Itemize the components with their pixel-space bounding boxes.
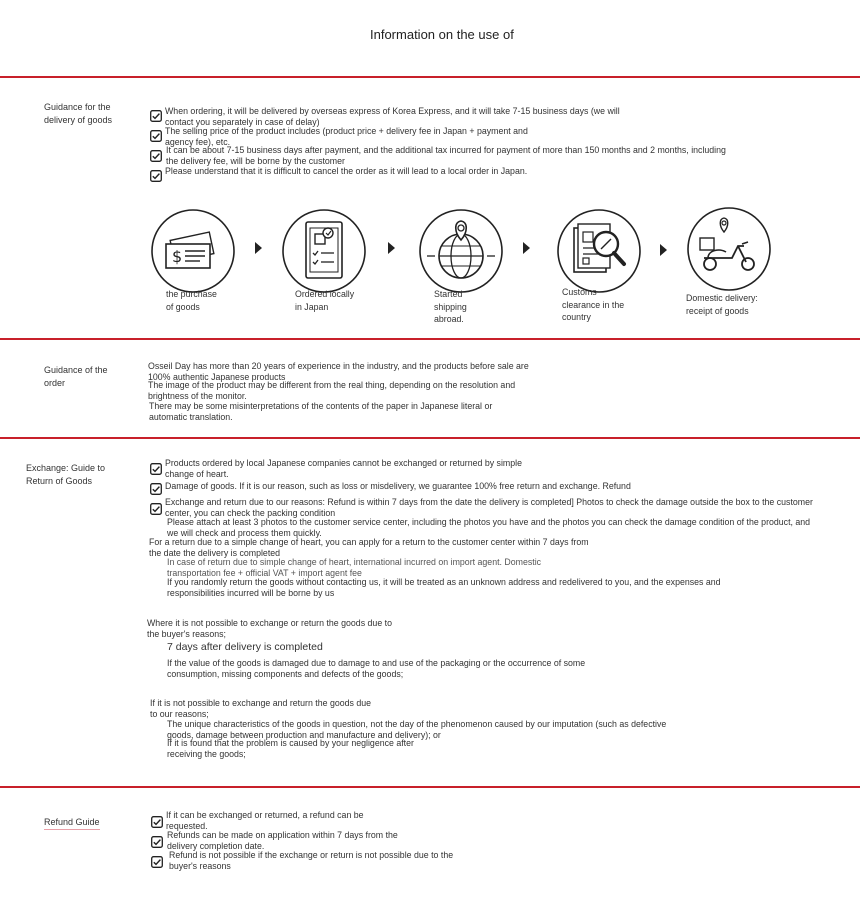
checkbox-icon: [150, 110, 162, 122]
customs-search-icon: [556, 208, 642, 294]
order-document-icon: [281, 208, 367, 294]
checkbox-icon: [150, 150, 162, 162]
exchange-item: Exchange and return due to our reasons: Refund is within 7 days from the date the delivery is completed] Photos to check the damage outside the box to the customer center, you can check the packing condition: [165, 497, 813, 518]
globe-shipping-icon: [418, 208, 504, 294]
scooter-delivery-icon: [686, 206, 772, 292]
svg-text:$: $: [172, 247, 183, 266]
step-caption: Ordered locally in Japan: [295, 289, 355, 312]
checkbox-icon: [151, 816, 163, 828]
buyer-reason-item: If the value of the goods is damaged due to damage to and use of the packaging or the occurrence of some consumption, missing components and defects of the goods;: [167, 658, 586, 679]
step-caption: Domestic delivery: receipt of goods: [686, 293, 758, 316]
refund-item: Refunds can be made on application within 7 days from the delivery completion date.: [167, 830, 398, 851]
money-icon: [150, 208, 236, 294]
our-reason-item: If it is found that the problem is caused by your negligence after receiving the goods;: [167, 738, 414, 759]
exchange-section-label: Exchange: Guide to Return of Goods: [26, 463, 106, 486]
photo-note: Please attach at least 3 photos to the customer service center, including the photos you have and the photos you can check the damage condition of the product, and we will check and process them quickly.: [167, 517, 811, 538]
our-reason-item: The unique characteristics of the goods in question, not the day of the phenomenon caused by our imputation (such as defective goods, damage between production and manufacture and delivery); or: [167, 719, 667, 740]
checkbox-icon: [151, 856, 163, 868]
refund-section-label: Refund Guide: [44, 816, 100, 830]
order-item: Osseil Day has more than 20 years of experience in the industry, and the products before sale are 100% authentic Japanese products: [148, 361, 529, 382]
page-title: Information on the use of: [370, 27, 514, 42]
checkbox-icon: [150, 503, 162, 515]
order-item: The image of the product may be different from the real thing, depending on the resolution and brightness of the monitor.: [148, 380, 516, 401]
step-caption: Started shipping abroad.: [434, 289, 467, 324]
delivery-item: When ordering, it will be delivered by overseas express of Korea Express, and it will take 7-15 business days (we will contact you separately in case of delay): [165, 106, 620, 127]
step-caption: the purchase of goods: [166, 289, 217, 312]
buyer-reasons-heading: Where it is not possible to exchange or return the goods due to the buyer's reasons;: [147, 618, 392, 639]
refund-item: If it can be exchanged or returned, a refund can be requested.: [166, 810, 364, 831]
checkbox-icon: [150, 130, 162, 142]
our-reasons-heading: If it is not possible to exchange and return the goods due to our reasons;: [150, 698, 372, 719]
step-caption: Customs clearance in the country: [562, 287, 625, 322]
delivery-item: Please understand that it is difficult to cancel the order as it will lead to a local order in Japan.: [165, 166, 528, 176]
exchange-item: Products ordered by local Japanese companies cannot be exchanged or returned by simple change of heart.: [165, 458, 522, 479]
simple-change-fee: In case of return due to simple change of heart, international incurred on import agent. Domestic transportation fee + official VAT + import agent fee: [167, 557, 542, 578]
unknown-address-note: If you randomly return the goods without contacting us, it will be treated as an unknown address and redelivered to you, and the expenses and responsibilities incurred will be borne by us: [167, 577, 721, 598]
checkbox-icon: [151, 836, 163, 848]
delivery-item: The selling price of the product includes (product price + delivery fee in Japan + payment and agency fee), etc.: [165, 126, 528, 147]
delivery-section-label: Guidance for the delivery of goods: [44, 102, 113, 125]
order-section-label: Guidance of the order: [44, 365, 108, 388]
checkbox-icon: [150, 170, 162, 182]
exchange-item: Damage of goods. If it is our reason, such as loss or misdelivery, we guarantee 100% free return and exchange. Refund: [165, 481, 631, 491]
checkbox-icon: [150, 483, 162, 495]
simple-change-note: For a return due to a simple change of heart, you can apply for a return to the customer center within 7 days from the date the delivery is completed: [149, 537, 589, 558]
order-item: There may be some misinterpretations of the contents of the paper in Japanese literal or automatic translation.: [149, 401, 493, 422]
refund-item: Refund is not possible if the exchange or return is not possible due to the buyer's reasons: [169, 850, 454, 871]
arrow-right-icon: [523, 242, 530, 254]
section-divider: [0, 338, 860, 340]
buyer-reason-item: 7 days after delivery is completed: [167, 641, 323, 653]
arrow-right-icon: [255, 242, 262, 254]
section-divider: [0, 786, 860, 788]
arrow-right-icon: [660, 244, 667, 256]
checkbox-icon: [150, 463, 162, 475]
arrow-right-icon: [388, 242, 395, 254]
section-divider: [0, 76, 860, 78]
delivery-item: It can be about 7-15 business days after payment, and the additional tax incurred for payment of more than 150 months and 2 months, including the delivery fee, will be borne by the customer: [166, 145, 726, 166]
section-divider: [0, 437, 860, 439]
